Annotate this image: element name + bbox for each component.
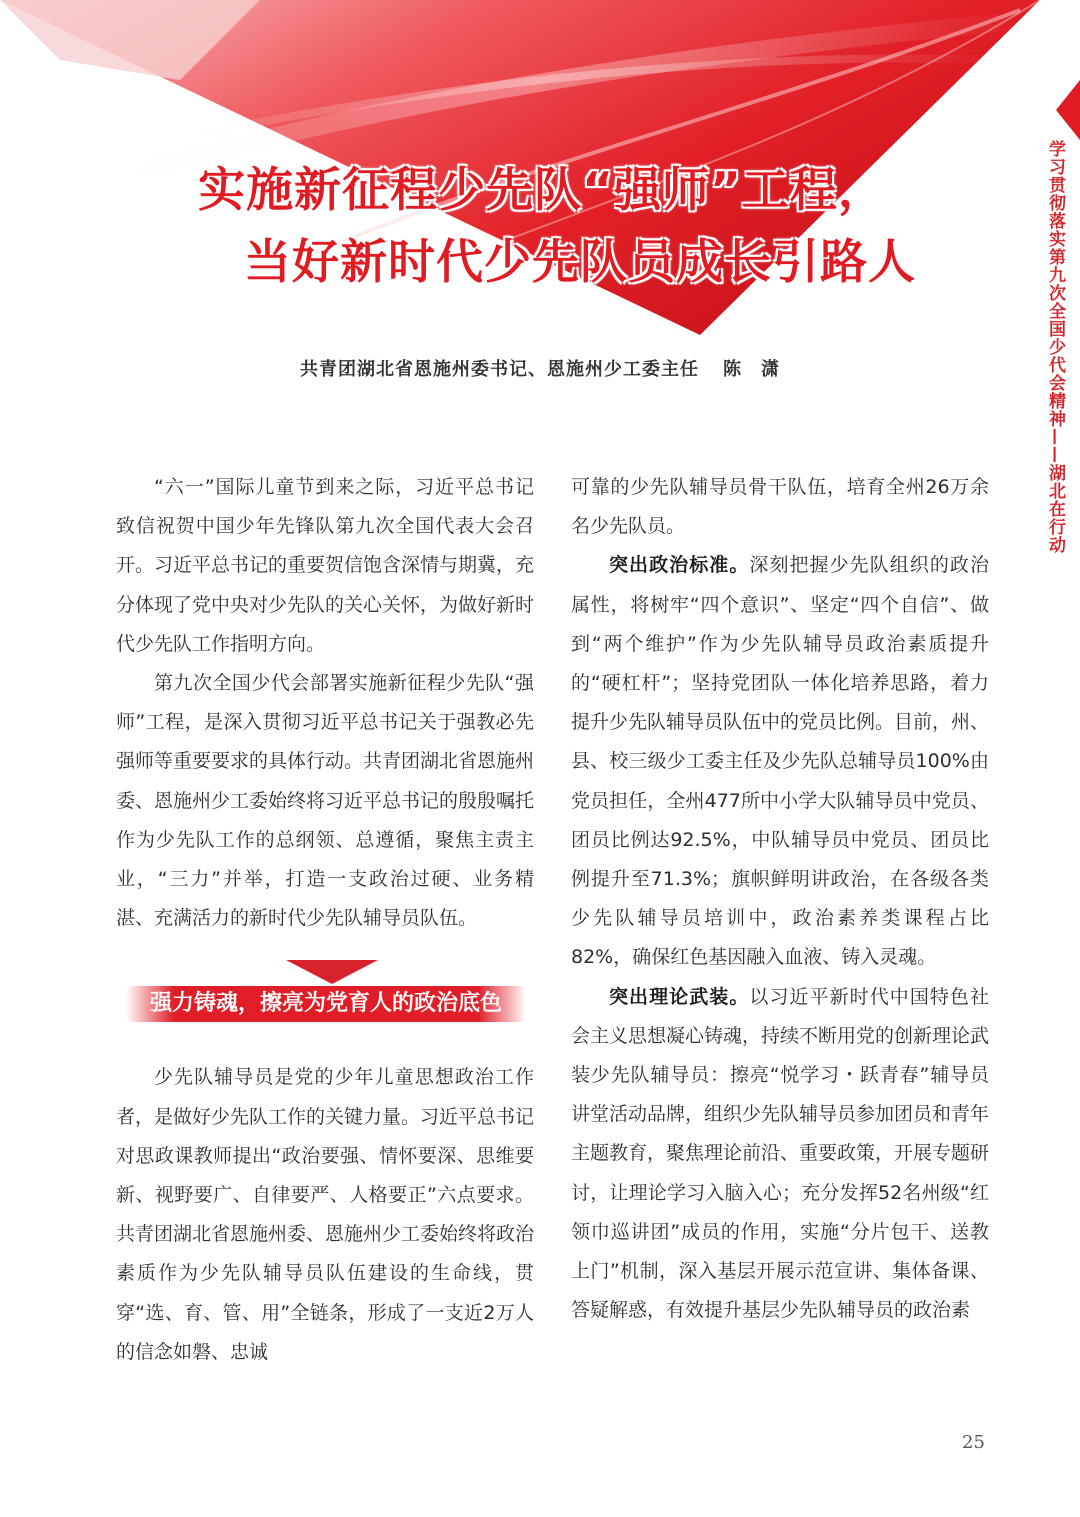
paragraph — [571, 546, 989, 977]
author-byline — [0, 355, 1080, 381]
paragraph-lead: 突出理论武装。 — [609, 985, 750, 1008]
paragraph — [571, 978, 989, 1331]
article-title-line-2: 当好新时代少先队员成长引路人 — [244, 235, 916, 290]
paragraph: “六一”国际儿童节到来之际，习近平总书记致信祝贺中国少年先锋队第九次全国代表大会召开。习近平总书记的重要贺信饱含深情与期冀，充分体现了党中央对少先队的关心关怀，为做好新时代少先队工作指明方向。 — [116, 476, 535, 655]
section-title: 强力铸魂，擦亮为党育人的政治底色 — [126, 986, 526, 1022]
author-name: 陈 潇 — [723, 359, 780, 380]
paragraph-body: 深刻把握少先队组织的政治属性，将树牢“四个意识”、坚定“四个自信”、做到“两个维护”作为少先队辅导员政治素质提升的“硬杠杆”；坚持党团队一体化培养思路，着力提升少先队辅导员队伍中的党员比例。目前，州、县、校三级少工委主任及少先队总辅导员100%由党员担任，全州477所中小学大队辅导员中党员、团员比例达92.5%，中队辅导员中党员、团员比例提升至71.3%；旗帜鲜明讲政治，在各级各类少先队辅导员培训中，政治素养类课程占比82%，确保红色基因融入血液、铸入灵魂。 — [571, 554, 990, 969]
article-title-line-1: 实施新征程少先队“强师”工程， — [198, 163, 886, 218]
author-role: 共青团湖北省恩施州委书记、恩施州少工委主任 — [300, 359, 699, 380]
paragraph: 少先队辅导员是党的少年儿童思想政治工作者，是做好少先队工作的关键力量。习近平总书记对思政课教师提出“政治要强、情怀要深、思维要新、视野要广、自律要严、人格要正”六点要求。共青团湖北省恩施州委、恩施州少工委始终将政治素质作为少先队辅导员队伍建设的生命线，贯穿“选、育、管、用”全链条，形成了一支近2万人的信念如磐、忠诚 — [116, 1066, 535, 1363]
paragraph: 第九次全国少代会部署实施新征程少先队“强师”工程，是深入贯彻习近平总书记关于强教必先强师等重要要求的具体行动。共青团湖北省恩施州委、恩施州少工委始终将习近平总书记的殷殷嘱托作为少先队工作的总纲领、总遵循，聚焦主责主业，“三力”并举，打造一支政治过硬、业务精湛、充满活力的新时代少先队辅导员队伍。 — [116, 672, 535, 930]
side-tab-marker — [1036, 80, 1080, 140]
paragraph-body: 以习近平新时代中国特色社会主义思想凝心铸魂，持续不断用党的创新理论武装少先队辅导员：擦亮“悦学习・跃青春”辅导员讲堂活动品牌，组织少先队辅导员参加团员和青年主题教育，聚焦理论前沿、重要政策，开展专题研讨，让理论学习入脑入心；充分发挥52名州级“红领巾巡讲团”成员的作用，实施“分片包干、送教上门”机制，深入基层开展示范宣讲、集体备课、答疑解惑，有效提升基层少先队辅导员的政治素 — [571, 985, 990, 1322]
left-column — [116, 468, 534, 1372]
paragraph-lead: 突出政治标准。 — [609, 554, 750, 577]
page-number: 25 — [962, 1432, 985, 1453]
triangle-marker — [286, 960, 378, 984]
right-column — [571, 468, 989, 1330]
paragraph: 可靠的少先队辅导员骨干队伍，培育全州26万余名少先队员。 — [571, 476, 989, 538]
section-heading-block — [116, 948, 534, 1058]
side-column-label: 学习贯彻落实第九次全国少代会精神——湖北在行动 — [1045, 140, 1065, 554]
